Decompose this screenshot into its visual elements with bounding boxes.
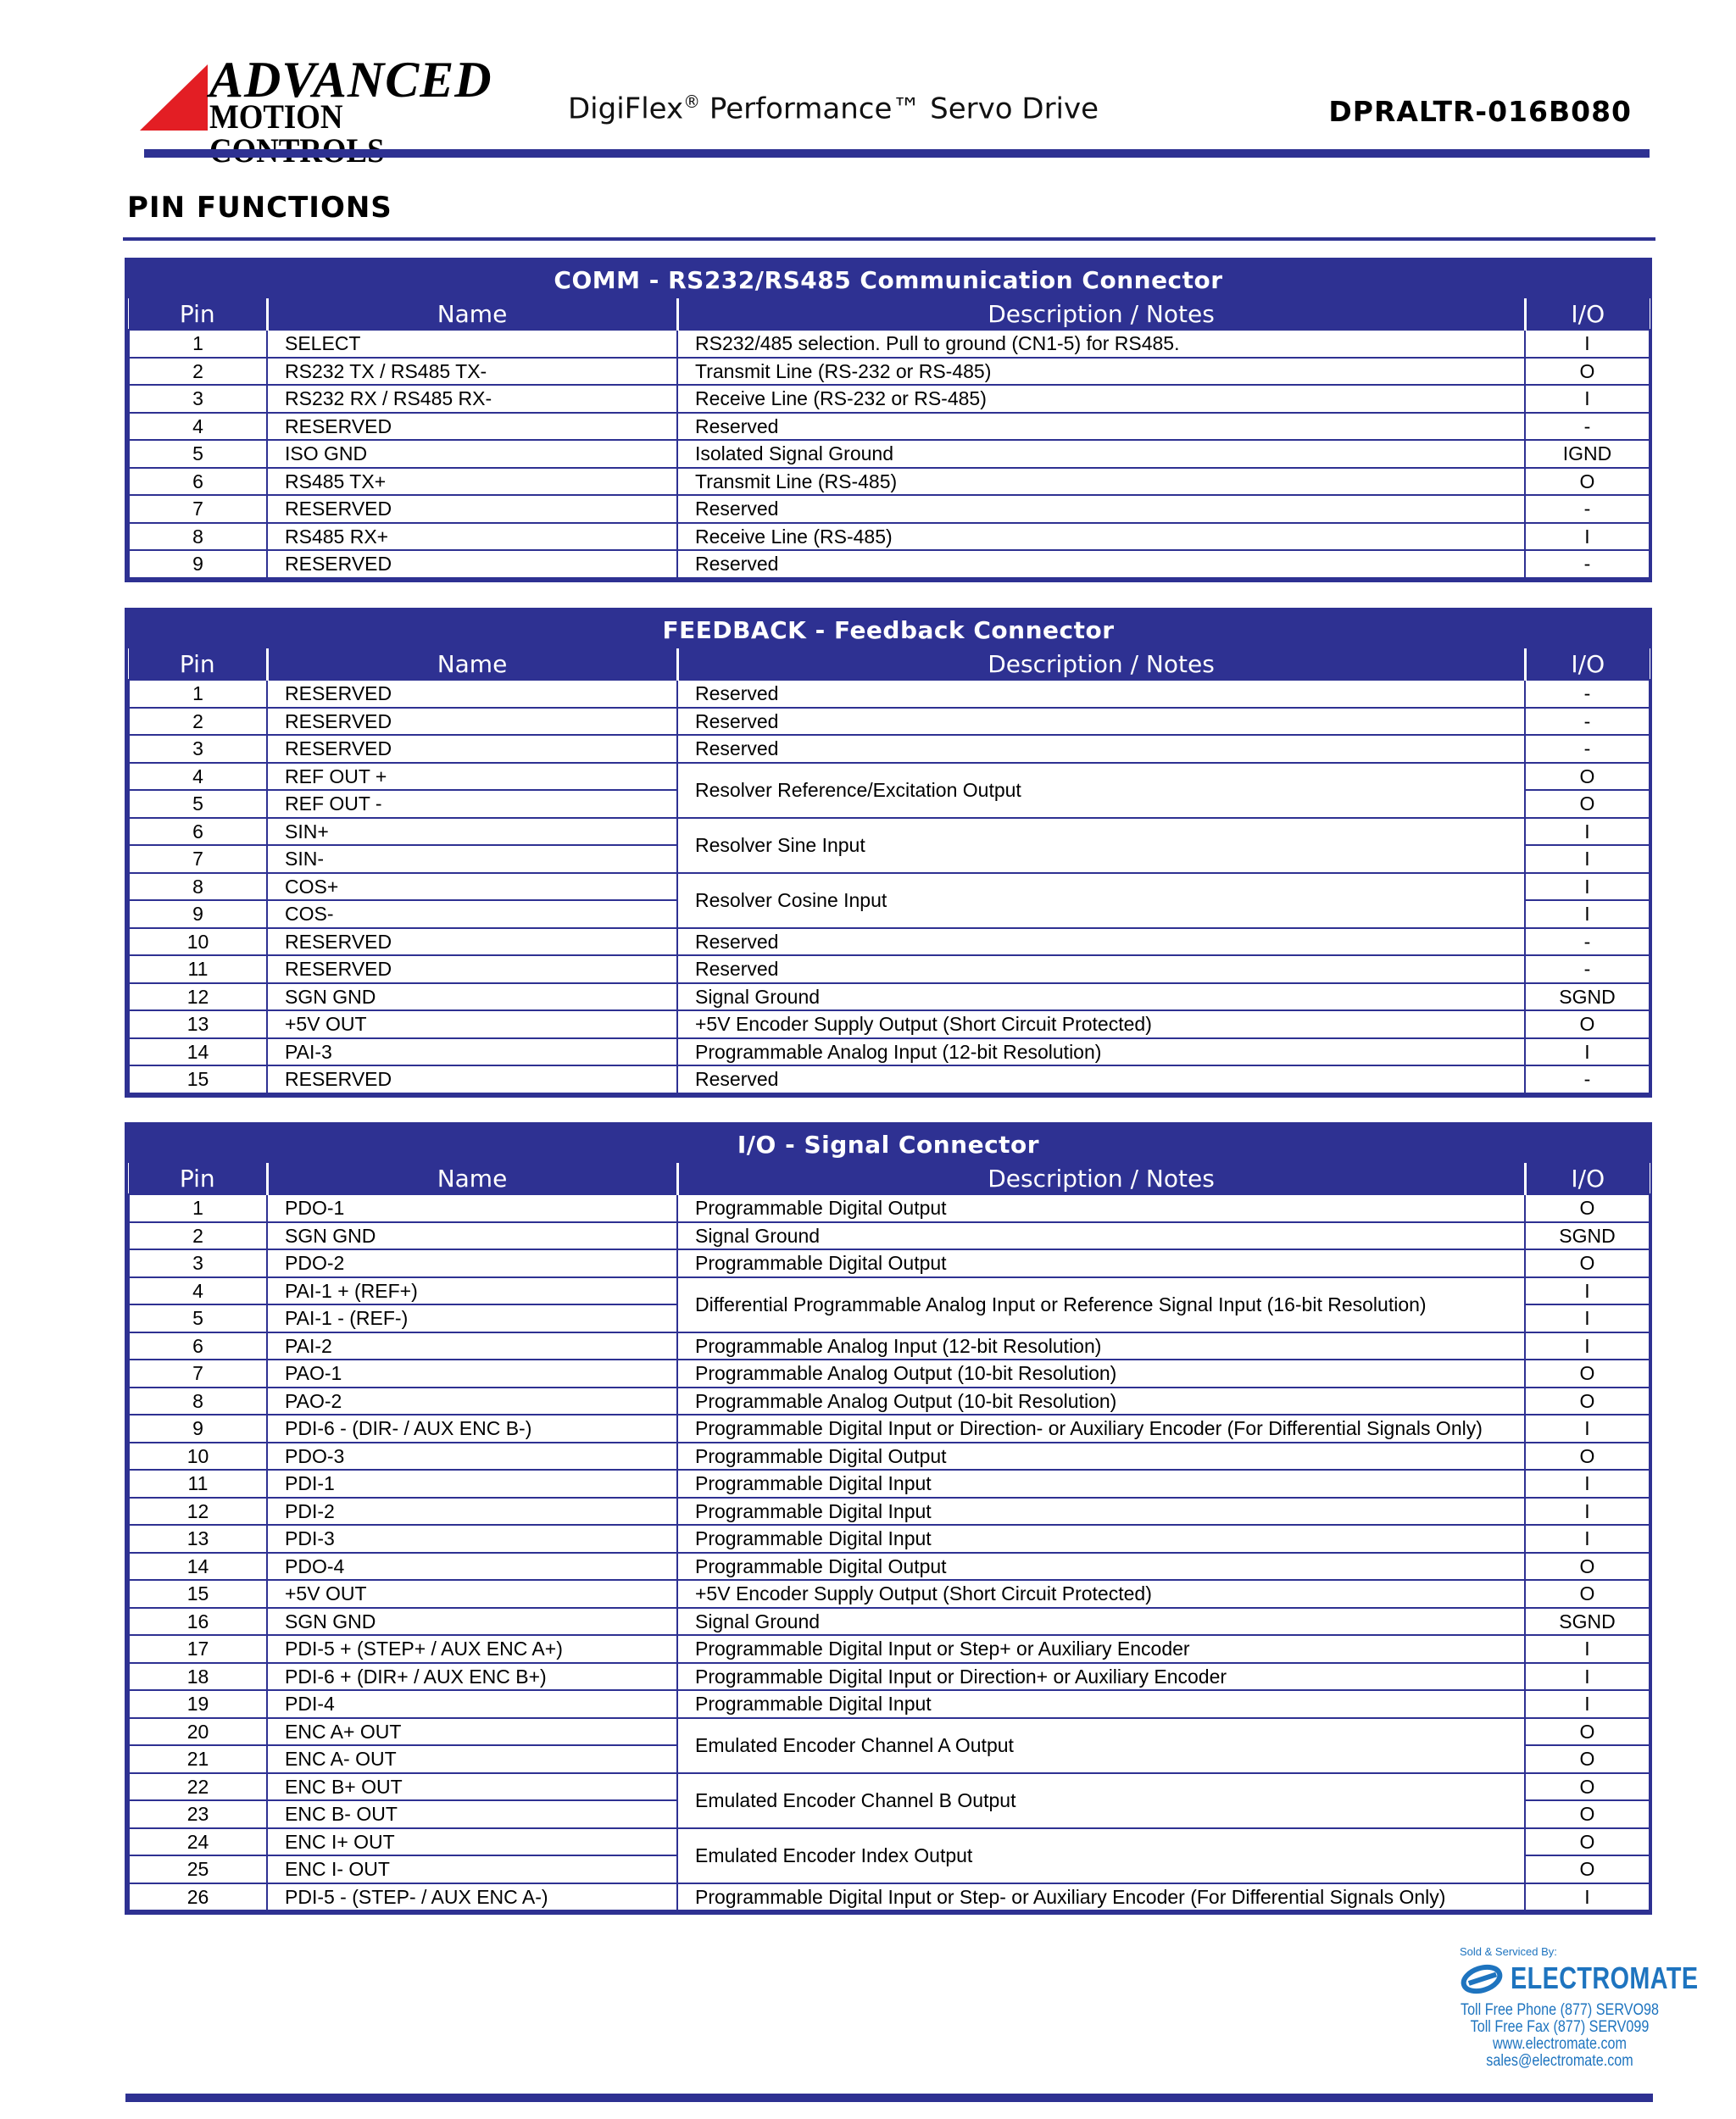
table-row [129,928,1650,956]
table-row [129,1883,1650,1911]
pin-name: PAI-3 [267,1038,677,1066]
col-header-name: Name [267,648,677,680]
pin-io: O [1525,1360,1650,1388]
pin-description: Transmit Line (RS-232 or RS-485) [677,358,1525,386]
pin-number: 9 [129,900,267,928]
pin-io: - [1525,550,1650,578]
pin-number: 6 [129,1332,267,1360]
table-row [129,1249,1650,1277]
table-row [129,440,1650,468]
pin-number: 24 [129,1828,267,1856]
pin-io: - [1525,413,1650,441]
pin-number: 16 [129,1608,267,1636]
pin-name: RESERVED [267,495,677,523]
toll-free-fax: Toll Free Fax (877) SERV099 [1470,2018,1650,2036]
pin-io: O [1525,1010,1650,1038]
table-row [129,983,1650,1011]
comm-connector-table [125,258,1652,582]
pin-number: 11 [129,1470,267,1498]
pin-number: 10 [129,928,267,956]
pin-io: I [1525,1498,1650,1526]
pin-name: RESERVED [267,735,677,763]
table-row [129,550,1650,578]
pin-description: Resolver Sine Input [677,818,1525,873]
pin-io: I [1525,1332,1650,1360]
pin-io: I [1525,330,1650,358]
pin-name: SIN+ [267,818,677,846]
col-header-pin: Pin [129,298,267,330]
pin-description: Signal Ground [677,983,1525,1011]
pin-number: 14 [129,1553,267,1581]
table-row [129,1332,1650,1360]
sold-by-label: Sold & Serviced By: [1460,1945,1557,1958]
table-row [129,708,1650,736]
pin-name: PAI-1 + (REF+) [267,1277,677,1305]
pin-name: RESERVED [267,928,677,956]
pin-name: +5V OUT [267,1010,677,1038]
pin-io: I [1525,1690,1650,1718]
table-header-row [129,298,1650,330]
pin-number: 1 [129,330,267,358]
col-header-pin: Pin [129,648,267,680]
pin-io: O [1525,1553,1650,1581]
pin-io: O [1525,1388,1650,1415]
pin-io: I [1525,1038,1650,1066]
pin-number: 3 [129,1249,267,1277]
table-row [129,1525,1650,1553]
pin-description: Programmable Digital Input or Step- or Auxiliary Encoder (For Differential Signals Only) [677,1883,1525,1911]
pin-number: 7 [129,845,267,873]
table-row [129,955,1650,983]
table-row [129,1718,1650,1746]
io-signal-connector-table [125,1122,1652,1915]
pin-description: Reserved [677,1065,1525,1093]
col-header-io: I/O [1525,648,1650,680]
pin-name: RS232 TX / RS485 TX- [267,358,677,386]
table-row [129,873,1650,901]
table-row [129,1360,1650,1388]
col-header-description: Description / Notes [677,648,1525,680]
pin-number: 3 [129,385,267,413]
pin-io: O [1525,1800,1650,1828]
pin-description: Reserved [677,680,1525,708]
pin-io: - [1525,1065,1650,1093]
product-name-brand: DigiFlex [568,92,684,126]
pin-number: 22 [129,1773,267,1801]
pin-number: 7 [129,1360,267,1388]
col-header-description: Description / Notes [677,1163,1525,1194]
pin-name: RESERVED [267,955,677,983]
col-header-description: Description / Notes [677,298,1525,330]
section-title: PIN FUNCTIONS [127,191,392,225]
pin-number: 4 [129,763,267,791]
electromate-badge [1441,1945,1699,2072]
pin-name: PDI-6 - (DIR- / AUX ENC B-) [267,1415,677,1443]
pin-description: Programmable Digital Input [677,1690,1525,1718]
pin-name: RS485 RX+ [267,523,677,551]
pin-description: Emulated Encoder Channel A Output [677,1718,1525,1773]
pin-name: SIN- [267,845,677,873]
pin-description: Transmit Line (RS-485) [677,468,1525,496]
pin-name: PAO-1 [267,1360,677,1388]
pin-table [128,648,1650,1094]
footer-divider [125,2094,1653,2102]
pin-description: Differential Programmable Analog Input or Reference Signal Input (16-bit Resolution) [677,1277,1525,1332]
pin-description: Emulated Encoder Channel B Output [677,1773,1525,1828]
pin-name: ISO GND [267,440,677,468]
col-header-name: Name [267,1163,677,1194]
pin-io: O [1525,1855,1650,1883]
pin-number: 21 [129,1745,267,1773]
pin-io: O [1525,1718,1650,1746]
pin-io: - [1525,955,1650,983]
pin-io: SGND [1525,1222,1650,1250]
table-title: I/O - Signal Connector [737,1131,1040,1159]
table-row [129,1443,1650,1471]
pin-description: Reserved [677,955,1525,983]
table-row [129,1470,1650,1498]
electromate-brand: ELECTROMATE [1511,1960,1699,1995]
pin-description: Signal Ground [677,1608,1525,1636]
table-row [129,523,1650,551]
pin-description: Reserved [677,928,1525,956]
pin-number: 14 [129,1038,267,1066]
section-divider [123,237,1655,241]
table-row [129,1222,1650,1250]
pin-name: SGN GND [267,1222,677,1250]
pin-name: +5V OUT [267,1580,677,1608]
table-row [129,1635,1650,1663]
pin-name: COS- [267,900,677,928]
model-number: DPRALTR-016B080 [1328,95,1632,128]
pin-name: RS485 TX+ [267,468,677,496]
pin-io: I [1525,1525,1650,1553]
pin-description: Emulated Encoder Index Output [677,1828,1525,1883]
pin-description: RS232/485 selection. Pull to ground (CN1-5) for RS485. [677,330,1525,358]
pin-description: Reserved [677,413,1525,441]
table-title: COMM - RS232/RS485 Communication Connector [554,266,1223,294]
pin-name: PDI-5 + (STEP+ / AUX ENC A+) [267,1635,677,1663]
table-row [129,735,1650,763]
pin-number: 8 [129,523,267,551]
pin-number: 25 [129,1855,267,1883]
pin-description: Programmable Digital Output [677,1553,1525,1581]
pin-io: O [1525,468,1650,496]
pin-io: - [1525,928,1650,956]
col-header-pin: Pin [129,1163,267,1194]
table-row [129,1498,1650,1526]
table-row [129,1663,1650,1691]
pin-name: PDI-4 [267,1690,677,1718]
pin-number: 17 [129,1635,267,1663]
pin-description: Programmable Digital Input or Direction+ or Auxiliary Encoder [677,1663,1525,1691]
toll-free-phone: Toll Free Phone (877) SERVO98 [1460,2001,1659,2019]
pin-table [128,298,1650,579]
pin-name: RESERVED [267,413,677,441]
pin-description: Reserved [677,708,1525,736]
pin-number: 23 [129,1800,267,1828]
table-row [129,680,1650,708]
pin-name: SGN GND [267,1608,677,1636]
pin-name: ENC A+ OUT [267,1718,677,1746]
pin-name: SELECT [267,330,677,358]
pin-io: I [1525,1470,1650,1498]
pin-number: 4 [129,1277,267,1305]
table-row [129,1194,1650,1222]
pin-io: IGND [1525,440,1650,468]
pin-io: O [1525,1773,1650,1801]
pin-io: O [1525,763,1650,791]
pin-io: I [1525,818,1650,846]
table-row [129,1828,1650,1856]
pin-name: ENC I+ OUT [267,1828,677,1856]
table-row [129,1388,1650,1415]
pin-description: Programmable Digital Output [677,1443,1525,1471]
table-header-row [129,648,1650,680]
table-row [129,385,1650,413]
pin-name: ENC A- OUT [267,1745,677,1773]
pin-number: 19 [129,1690,267,1718]
email-link[interactable]: sales@electromate.com [1486,2052,1633,2070]
pin-name: PAI-2 [267,1332,677,1360]
pin-number: 11 [129,955,267,983]
table-row [129,1773,1650,1801]
pin-io: I [1525,523,1650,551]
pin-io: O [1525,1194,1650,1222]
document-header [140,52,1649,142]
table-row [129,763,1650,791]
table-row [129,1553,1650,1581]
logo-text-top: ADVANCED [209,52,492,108]
pin-description: Programmable Analog Output (10-bit Resolution) [677,1388,1525,1415]
company-logo [140,52,538,136]
pin-description: +5V Encoder Supply Output (Short Circuit Protected) [677,1010,1525,1038]
pin-io: - [1525,680,1650,708]
pin-number: 9 [129,1415,267,1443]
pin-number: 13 [129,1525,267,1553]
pin-io: I [1525,385,1650,413]
product-name-rest: Performance™ Servo Drive [700,92,1099,126]
pin-io: O [1525,1580,1650,1608]
col-header-io: I/O [1525,1163,1650,1194]
pin-name: PDO-4 [267,1553,677,1581]
pin-name: REF OUT + [267,763,677,791]
pin-number: 10 [129,1443,267,1471]
table-row [129,1608,1650,1636]
pin-name: RESERVED [267,1065,677,1093]
pin-name: ENC B- OUT [267,1800,677,1828]
table-row [129,818,1650,846]
pin-number: 15 [129,1065,267,1093]
pin-description: Programmable Analog Output (10-bit Resolution) [677,1360,1525,1388]
website-link[interactable]: www.electromate.com [1493,2035,1627,2053]
pin-number: 2 [129,1222,267,1250]
pin-number: 3 [129,735,267,763]
electromate-swoosh-icon [1460,1962,1507,1996]
table-row [129,468,1650,496]
table-row [129,413,1650,441]
pin-io: - [1525,735,1650,763]
table-row [129,495,1650,523]
pin-name: PDO-2 [267,1249,677,1277]
pin-name: PDI-3 [267,1525,677,1553]
pin-number: 5 [129,790,267,818]
pin-io: I [1525,845,1650,873]
table-row [129,1010,1650,1038]
pin-name: ENC I- OUT [267,1855,677,1883]
product-name [568,92,1099,125]
pin-description: Programmable Digital Output [677,1194,1525,1222]
pin-table [128,1163,1650,1911]
pin-name: RESERVED [267,550,677,578]
pin-number: 6 [129,818,267,846]
pin-number: 1 [129,680,267,708]
pin-name: ENC B+ OUT [267,1773,677,1801]
pin-description: Isolated Signal Ground [677,440,1525,468]
pin-description: Receive Line (RS-232 or RS-485) [677,385,1525,413]
pin-number: 5 [129,1304,267,1332]
pin-number: 4 [129,413,267,441]
pin-io: I [1525,900,1650,928]
table-row [129,1277,1650,1305]
pin-name: REF OUT - [267,790,677,818]
pin-io: SGND [1525,983,1650,1011]
table-header-row [129,1163,1650,1194]
pin-description: Programmable Digital Input or Direction- or Auxiliary Encoder (For Differential Signals Only) [677,1415,1525,1443]
pin-number: 2 [129,708,267,736]
pin-number: 2 [129,358,267,386]
pin-description: Reserved [677,495,1525,523]
pin-description: Programmable Digital Output [677,1249,1525,1277]
pin-name: PDI-5 - (STEP- / AUX ENC A-) [267,1883,677,1911]
pin-description: Resolver Cosine Input [677,873,1525,928]
pin-io: - [1525,708,1650,736]
pin-io: O [1525,1745,1650,1773]
pin-description: Programmable Digital Input [677,1498,1525,1526]
table-row [129,1690,1650,1718]
pin-io: O [1525,1828,1650,1856]
col-header-io: I/O [1525,298,1650,330]
pin-number: 5 [129,440,267,468]
pin-io: - [1525,495,1650,523]
pin-name: PDI-2 [267,1498,677,1526]
pin-io: O [1525,1249,1650,1277]
table-row [129,1415,1650,1443]
table-title: FEEDBACK - Feedback Connector [662,616,1115,644]
pin-description: Reserved [677,735,1525,763]
pin-name: PDO-3 [267,1443,677,1471]
pin-description: Programmable Analog Input (12-bit Resolution) [677,1038,1525,1066]
table-row [129,358,1650,386]
pin-name: PDI-1 [267,1470,677,1498]
pin-number: 13 [129,1010,267,1038]
logo-text-bottom: MOTION [209,97,343,136]
pin-number: 9 [129,550,267,578]
pin-number: 1 [129,1194,267,1222]
pin-number: 12 [129,1498,267,1526]
pin-number: 8 [129,1388,267,1415]
pin-io: I [1525,1635,1650,1663]
pin-name: PDO-1 [267,1194,677,1222]
pin-description: Programmable Digital Input [677,1525,1525,1553]
table-row [129,1038,1650,1066]
pin-name: RESERVED [267,680,677,708]
pin-name: PAI-1 - (REF-) [267,1304,677,1332]
pin-number: 20 [129,1718,267,1746]
header-divider [144,149,1650,158]
pin-name: RS232 RX / RS485 RX- [267,385,677,413]
pin-io: I [1525,873,1650,901]
pin-number: 7 [129,495,267,523]
pin-io: I [1525,1663,1650,1691]
table-row [129,1065,1650,1093]
pin-io: I [1525,1304,1650,1332]
pin-name: PAO-2 [267,1388,677,1415]
pin-io: O [1525,790,1650,818]
registered-mark: ® [683,92,701,112]
pin-number: 12 [129,983,267,1011]
pin-description: Receive Line (RS-485) [677,523,1525,551]
pin-description: Resolver Reference/Excitation Output [677,763,1525,818]
table-row [129,330,1650,358]
feedback-connector-table [125,608,1652,1098]
pin-name: RESERVED [267,708,677,736]
pin-io: O [1525,1443,1650,1471]
pin-name: PDI-6 + (DIR+ / AUX ENC B+) [267,1663,677,1691]
logo-triangle-icon [140,58,220,134]
pin-number: 15 [129,1580,267,1608]
pin-description: Signal Ground [677,1222,1525,1250]
pin-name: SGN GND [267,983,677,1011]
pin-number: 6 [129,468,267,496]
pin-io: I [1525,1415,1650,1443]
pin-description: Reserved [677,550,1525,578]
pin-number: 26 [129,1883,267,1911]
pin-io: O [1525,358,1650,386]
pin-number: 18 [129,1663,267,1691]
pin-description: Programmable Digital Input or Step+ or Auxiliary Encoder [677,1635,1525,1663]
pin-io: SGND [1525,1608,1650,1636]
pin-io: I [1525,1277,1650,1305]
pin-description: +5V Encoder Supply Output (Short Circuit Protected) [677,1580,1525,1608]
pin-number: 8 [129,873,267,901]
table-row [129,1580,1650,1608]
pin-description: Programmable Digital Input [677,1470,1525,1498]
pin-name: COS+ [267,873,677,901]
col-header-name: Name [267,298,677,330]
pin-io: I [1525,1883,1650,1911]
pin-description: Programmable Analog Input (12-bit Resolution) [677,1332,1525,1360]
